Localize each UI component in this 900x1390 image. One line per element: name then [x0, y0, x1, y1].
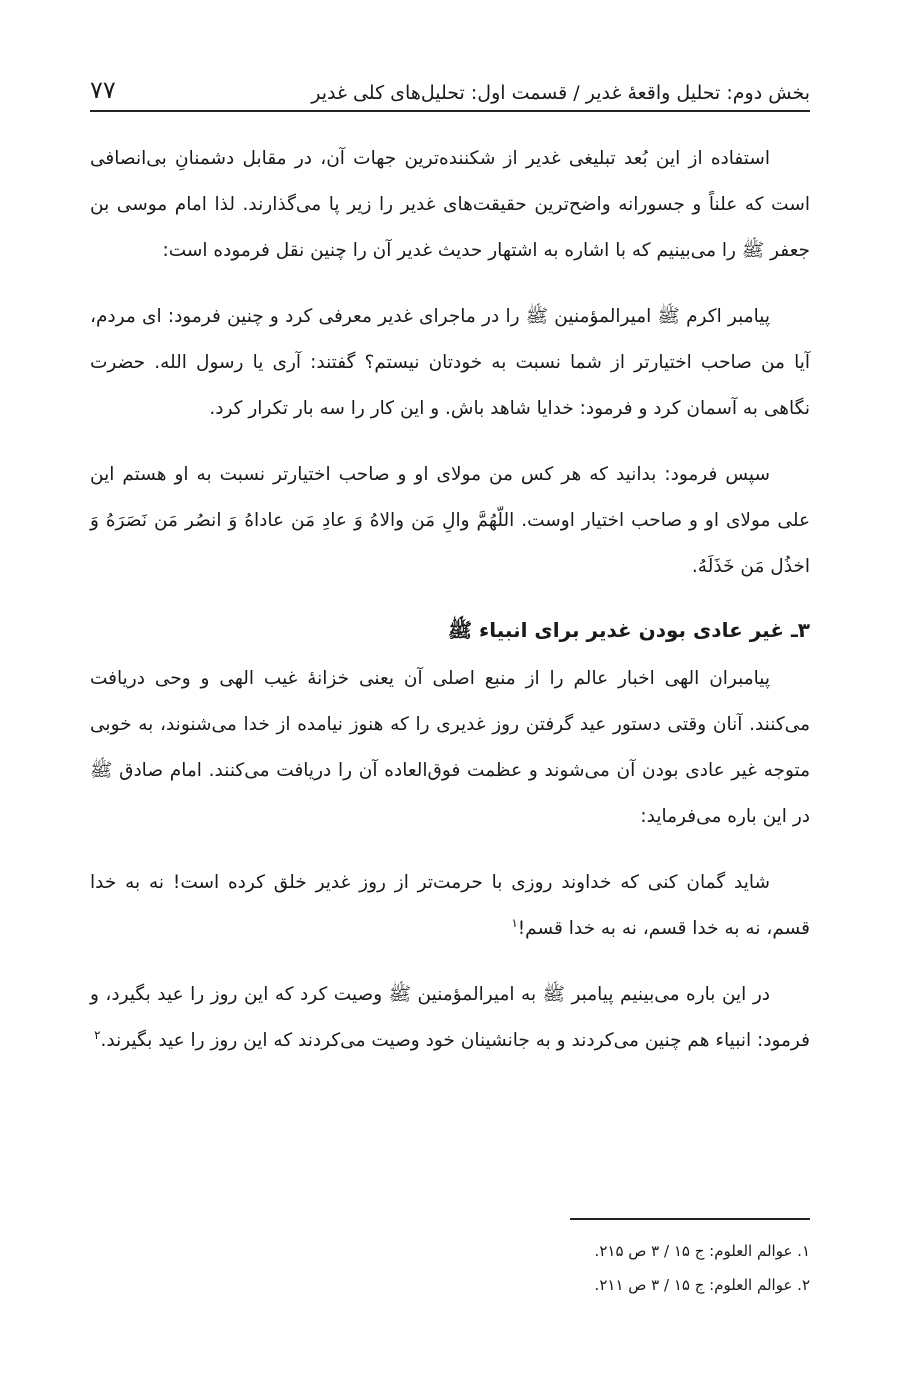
- paragraph-4: پیامبران الهی اخبار عالم را از منبع اصلی آن یعنی خزانهٔ غیب الهی و وحی دریافت می‌کنند. آنان وقتی دستور عید گرفتن روز غدیری را که هنوز نیامده از خدا می‌شنوند، به خوبی متوجه غیر عادی بودن آن می‌شوند و عظمت فوق‌العاده آن را دریافت می‌کنند. امام صادق ﷺ در این باره می‌فرماید:: [90, 668, 810, 827]
- quote-paragraph-2: پیامبر اکرم ﷺ امیرالمؤمنین ﷺ را در ماجرای غدیر معرفی کرد و چنین فرمود: ای مردم، آیا من صاحب اختیارتر از شما نسبت به خودتان نیستم؟ گفتند: آری یا رسول الله. حضرت نگاهی به آسمان کرد و فرمود: خدایا شاهد باش. و این کار را سه بار تکرار کرد.: [90, 306, 810, 419]
- running-header: [90, 60, 810, 112]
- header-title: بخش دوم: تحلیل واقعهٔ غدیر / قسمت اول: تحلیل‌های کلی غدیر: [311, 82, 810, 104]
- page-number: ۷۷: [90, 76, 116, 104]
- quote-paragraph-3: سپس فرمود: بدانید که هر کس من مولای او و صاحب اختیارتر نسبت به او هستم این علی مولای او و صاحب اختیار اوست. اللّهُمَّ والِ مَن والاهُ وَ عادِ مَن عاداهُ وَ انصُر مَن نَصَرَهُ وَ اخذُل مَن خَذَلَهُ.: [90, 464, 810, 577]
- footnote-1: ۱. عوالم العلوم: ج ۱۵ / ۳ ص ۲۱۵.: [594, 1242, 810, 1260]
- paragraph-6: [90, 972, 810, 1064]
- quote-paragraph-5: [90, 860, 810, 952]
- book-page: [90, 60, 810, 1064]
- footnote-2: ۲. عوالم العلوم: ج ۱۵ / ۳ ص ۲۱۱.: [594, 1276, 810, 1294]
- quote-paragraph-5-text: شاید گمان کنی که خداوند روزی با حرمت‌تر از روز غدیر خلق کرده است! نه به خدا قسم، نه به خدا قسم، نه به خدا قسم!: [90, 872, 810, 939]
- footnote-ref-1[interactable]: ۱: [511, 915, 518, 930]
- page-content: [90, 136, 810, 1064]
- section-heading: ۳ـ غیر عادی بودن غدیر برای انبیاء ﷺ: [447, 618, 810, 642]
- paragraph-6-text: در این باره می‌بینیم پیامبر ﷺ به امیرالمؤمنین ﷺ وصیت کرد که این روز را عید بگیرد، و فرمود: انبیاء هم چنین می‌کردند و به جانشینان خود وصیت می‌کردند که این روز را عید بگیرند.: [90, 984, 810, 1051]
- footnote-divider: [570, 1218, 810, 1220]
- paragraph-1: استفاده از این بُعد تبلیغی غدیر از شکننده‌ترین جهات آن، در مقابل دشمنانِ بی‌انصافی است که علناً و جسورانه واضح‌ترین حقیقت‌های غدیر را زیر پا می‌گذارند. لذا امام موسی بن جعفر ﷺ را می‌بینیم که با اشاره به اشتهار حدیث غدیر آن را چنین نقل فرموده است:: [90, 148, 810, 261]
- footnote-ref-2[interactable]: ۲: [94, 1027, 101, 1042]
- footnotes: [410, 1234, 810, 1302]
